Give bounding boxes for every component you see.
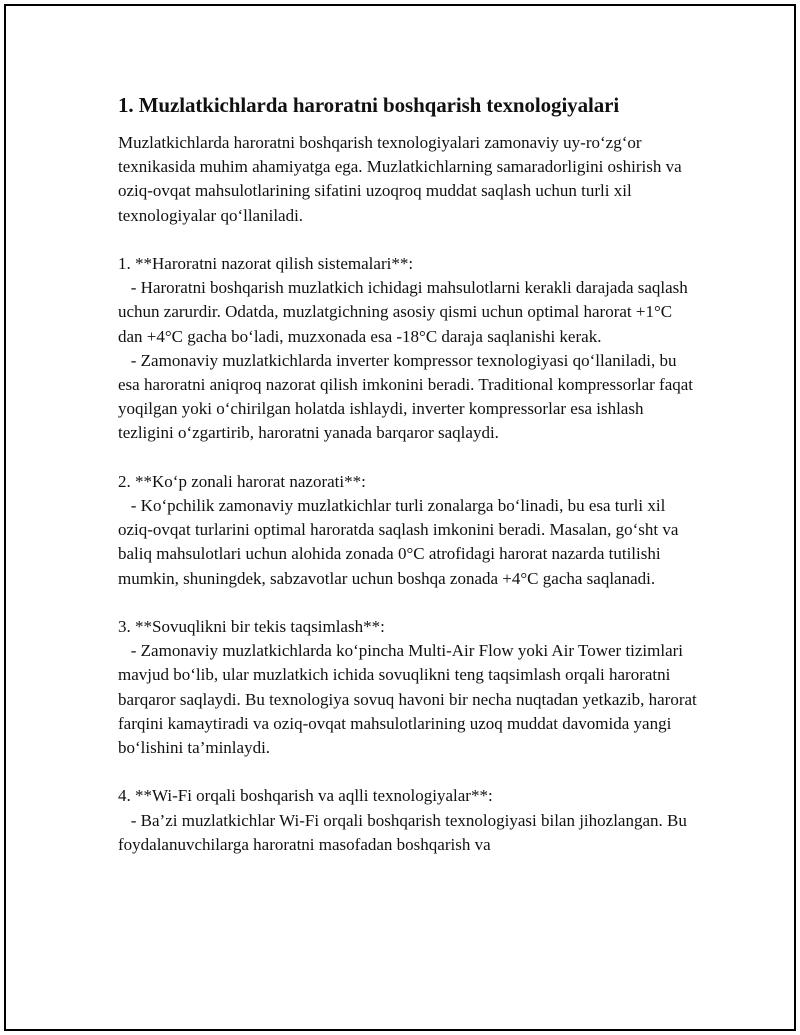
section-heading: 1. **Haroratni nazorat qilish sistemalari**: (118, 254, 414, 273)
section-heading: 2. **Ko‘p zonali harorat nazorati**: (118, 471, 366, 491)
section-title: 1. Muzlatkichlarda haroratni boshqarish texnologiyalari (118, 93, 620, 117)
section-cooling-distribution (118, 615, 702, 760)
bullet-paragraph: - Haroratni boshqarish muzlatkich ichidagi mahsulotlarni kerakli darajada saqlash uchun zarurdir. Odatda, muzlatgichning asosiy qismi uchun optimal harorat +1°C dan +4°C gacha bo‘ladi, muzxonada esa -18°C daraja saqlanishi kerak. (118, 278, 693, 346)
document-body (118, 90, 702, 857)
section-heading: 4. **Wi-Fi orqali boshqarish va aqlli texnologiyalar**: (118, 786, 493, 806)
section-temperature-control (118, 252, 698, 446)
section-heading: 3. **Sovuqlikni bir tekis taqsimlash**: (118, 617, 385, 637)
bullet-paragraph: - Ba’zi muzlatkichlar Wi-Fi orqali boshqarish texnologiyasi bilan jihozlangan. Bu foydalanuvchilarga haroratni masofadan boshqarish va (118, 810, 692, 854)
bullet-paragraph: - Zamonaviy muzlatkichlarda inverter kompressor texnologiyasi qo‘llaniladi, bu esa haroratni aniqroq nazorat qilish imkonini beradi. Traditional kompressorlar faqat yoqilgan yoki o‘chirilgan holatda ishlaydi, inverter kompressorlar esa ishlash tezligini o‘zgartirib, haroratni yanada barqaror saqlaydi. (118, 350, 698, 443)
section-multi-zone (118, 470, 698, 591)
section-wifi-control (118, 784, 698, 857)
bullet-paragraph: - Ko‘pchilik zamonaviy muzlatkichlar turli zonalarga bo‘linadi, bu esa turli xil oziq-ovqat turlarini optimal haroratda saqlash imkonini beradi. Masalan, go‘sht va baliq mahsulotlari uchun alohida zonada 0°C atrofidagi harorat nazarda tutilishi mumkin, shuningdek, sabzavotlar uchun boshqa zonada +4°C gacha saqlanadi. (118, 496, 683, 588)
intro-paragraph: Muzlatkichlarda haroratni boshqarish texnologiyalari zamonaviy uy-ro‘zg‘or texnikasida muhim ahamiyatga ega. Muzlatkichlarning samaradorligini oshirish va oziq-ovqat mahsulotlarining sifatini uzoqroq muddat saqlash uchun turli xil texnologiyalar qo‘llaniladi. (118, 133, 686, 225)
bullet-paragraph: - Zamonaviy muzlatkichlarda ko‘pincha Multi-Air Flow yoki Air Tower tizimlari mavjud bo‘lib, ular muzlatkich ichida sovuqlikni teng taqsimlash orqali haroratni barqaror saqlaydi. Bu texnologiya sovuq havoni bir necha nuqtadan yetkazib, harorat farqini kamaytiradi va oziq-ovqat mahsulotlarining uzoq muddat davomida yangi bo‘lishini ta’minlaydi. (118, 641, 702, 758)
